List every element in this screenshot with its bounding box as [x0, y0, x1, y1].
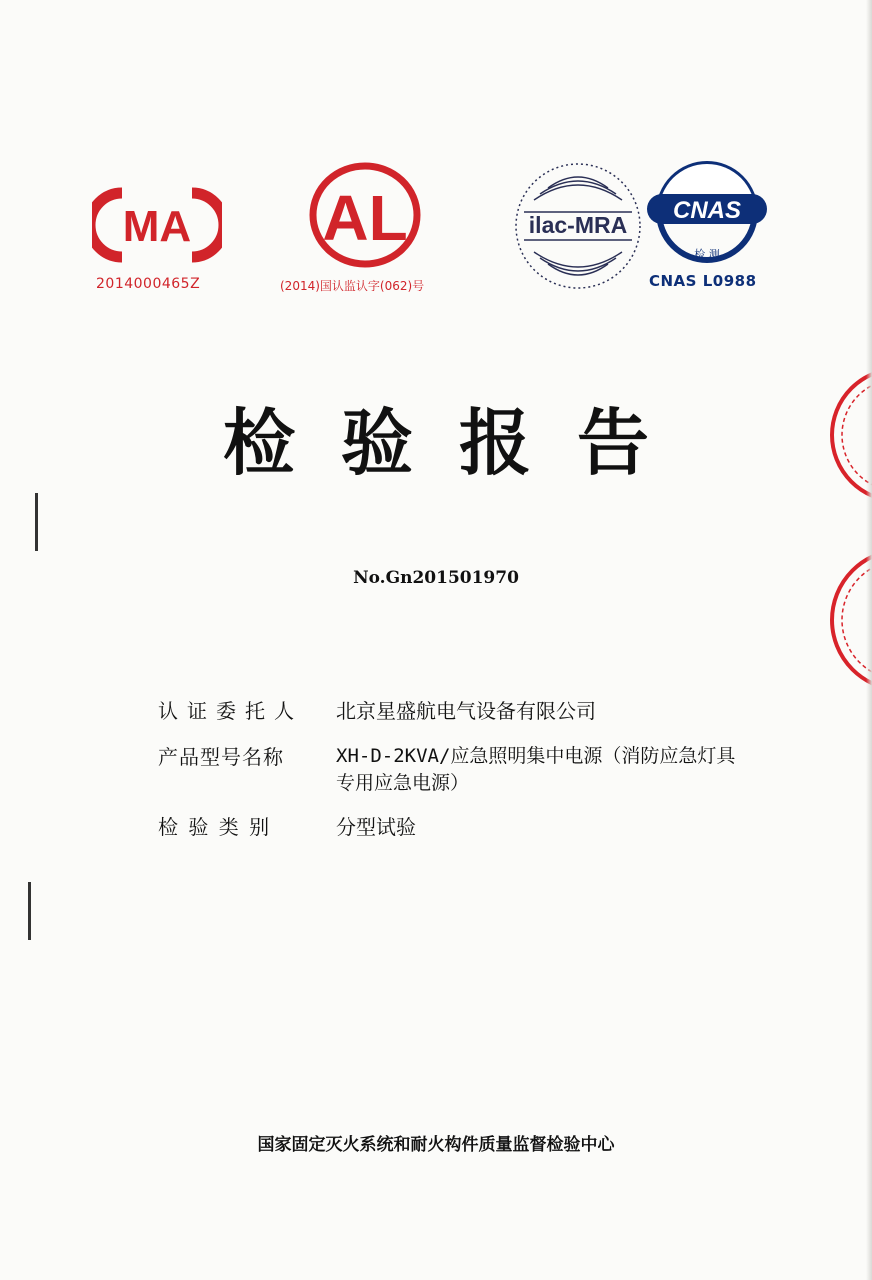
staple-mark: [28, 882, 31, 940]
ilac-logo-text: ilac-MRA: [528, 212, 628, 238]
cma-license-number: 2014000465Z: [96, 276, 201, 292]
page-edge: [866, 0, 872, 1280]
field-product-value: XH-D-2KVA/应急照明集中电源（消防应急灯具: [336, 745, 736, 767]
field-product-label: 产品型号名称: [158, 745, 284, 769]
cma-logo-text: MA: [122, 202, 192, 251]
field-test-type-value: 分型试验: [336, 815, 416, 839]
issuing-organization: 国家固定灭火系统和耐火构件质量监督检验中心: [257, 1135, 615, 1155]
cnas-logo-text: CNAS: [672, 197, 742, 224]
cnas-logo-subtext: 检 测: [694, 248, 720, 261]
field-test-type-label: 检 验 类 别: [158, 815, 272, 839]
staple-mark: [35, 493, 38, 551]
cal-logo: [305, 160, 425, 270]
cma-logo: [92, 185, 222, 265]
cnas-logo: [645, 160, 769, 272]
cal-approval-number: (2014)国认监认字(062)号: [280, 279, 425, 293]
field-client-value: 北京星盛航电气设备有限公司: [336, 699, 596, 723]
field-product-value-line2: 专用应急电源）: [336, 772, 470, 794]
ilac-mra-logo: [512, 160, 644, 292]
report-title: 检验报告: [222, 401, 695, 485]
field-client-label: 认证委托人: [158, 699, 303, 723]
cnas-accreditation-number: CNAS L0988: [649, 272, 757, 290]
report-number: No.Gn201501970: [353, 568, 519, 588]
cal-logo-text: AL: [322, 182, 408, 254]
